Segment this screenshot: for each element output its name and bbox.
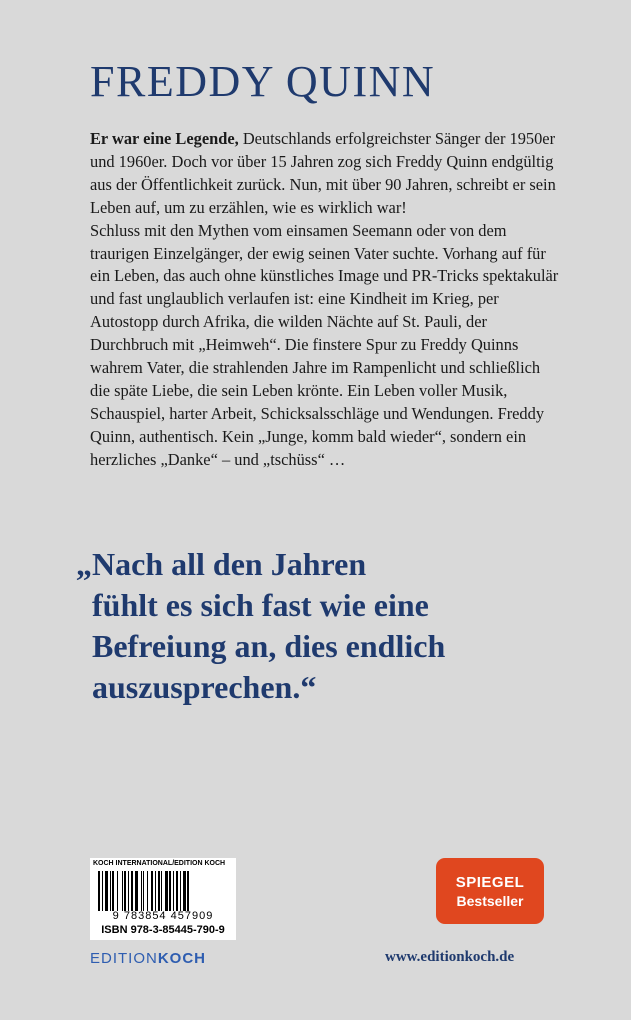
badge-line-2: Bestseller: [456, 892, 524, 909]
blurb-text: [90, 128, 560, 472]
pull-quote: [76, 544, 596, 708]
barcode-bar: [147, 871, 148, 911]
barcode-bar: [187, 871, 189, 911]
barcode-bars: [98, 871, 232, 911]
barcode-bar: [155, 871, 156, 911]
barcode-bar: [135, 871, 138, 911]
spiegel-bestseller-badge: [436, 858, 544, 924]
website-link[interactable]: www.editionkoch.de: [385, 949, 515, 965]
barcode-bar: [143, 871, 144, 911]
barcode-bar: [110, 871, 111, 911]
barcode-bar: [128, 871, 129, 911]
barcode-bar: [131, 871, 133, 911]
barcode-bar: [98, 871, 100, 911]
barcode-bar: [158, 871, 160, 911]
barcode-bar: [169, 871, 171, 911]
edition-koch-logo: [90, 950, 206, 967]
barcode-bar: [180, 871, 181, 911]
barcode-isbn: ISBN 978-3-85445-790-9: [101, 924, 225, 936]
quote-line: Befreiung an, dies endlich: [92, 628, 446, 664]
logo-part-1: EDITION: [90, 950, 158, 967]
quote-line: „Nach all den Jahren: [76, 546, 367, 582]
barcode-bar: [124, 871, 126, 911]
blurb-paragraph-1-rest: Deutschlands erfolgreichster Sänger der 1950er und 1960er. Doch vor über 15 Jahren zog sich Freddy Quinn endgültig aus der Öffentlichkeit zurück. Nun, mit über 90 Jahren, schreibt er sein Leben auf, um zu erzählen, wie es wirklich war!: [90, 129, 556, 217]
barcode-bar: [102, 871, 103, 911]
barcode-bar: [112, 871, 114, 911]
barcode-bar: [173, 871, 174, 911]
quote-line: auszusprechen.“: [92, 669, 317, 705]
barcode-publisher: KOCH INTERNATIONAL/EDITION KOCH: [93, 860, 226, 867]
isbn-barcode: [90, 858, 236, 940]
badge-line-1: SPIEGEL: [455, 873, 525, 891]
barcode-bar: [176, 871, 178, 911]
barcode-bar: [165, 871, 168, 911]
barcode-digits: 9 783854 457909: [112, 910, 214, 922]
barcode-bar: [183, 871, 186, 911]
barcode-bar: [122, 871, 123, 911]
barcode-bar: [117, 871, 118, 911]
barcode-bar: [141, 871, 142, 911]
barcode-bar: [161, 871, 162, 911]
book-title: FREDDY QUINN: [90, 57, 436, 106]
barcode-bar: [151, 871, 153, 911]
quote-line: fühlt es sich fast wie eine: [92, 587, 429, 623]
logo-part-2: KOCH: [157, 950, 207, 967]
barcode-bar: [105, 871, 108, 911]
blurb-paragraph-2: Schluss mit den Mythen vom einsamen Seemann oder von dem traurigen Einzelgänger, der ewig seinen Vater suchte. Vorhang auf für ein Leben, das auch ohne künstliches Image und PR-Tricks spektakulär und fast unglaublich verlaufen ist: eine Kindheit im Krieg, per Autostopp durch Afrika, die wilden Nächte auf St. Pauli, der Durchbruch mit „Heimweh“. Die finstere Spur zu Freddy Quinns wahrem Vater, die strahlenden Jahre im Rampenlicht und schließlich die späte Liebe, die sein Leben krönte. Ein Leben voller Musik, Schauspiel, harter Arbeit, Schicksalsschläge und Wendungen. Freddy Quinn, authentisch. Kein „Junge, komm bald wieder“, sondern ein herzliches „Danke“ – und „tschüss“ …: [90, 220, 559, 469]
blurb-paragraph-1: [90, 128, 560, 220]
blurb-lead: Er war eine Legende,: [90, 129, 239, 148]
